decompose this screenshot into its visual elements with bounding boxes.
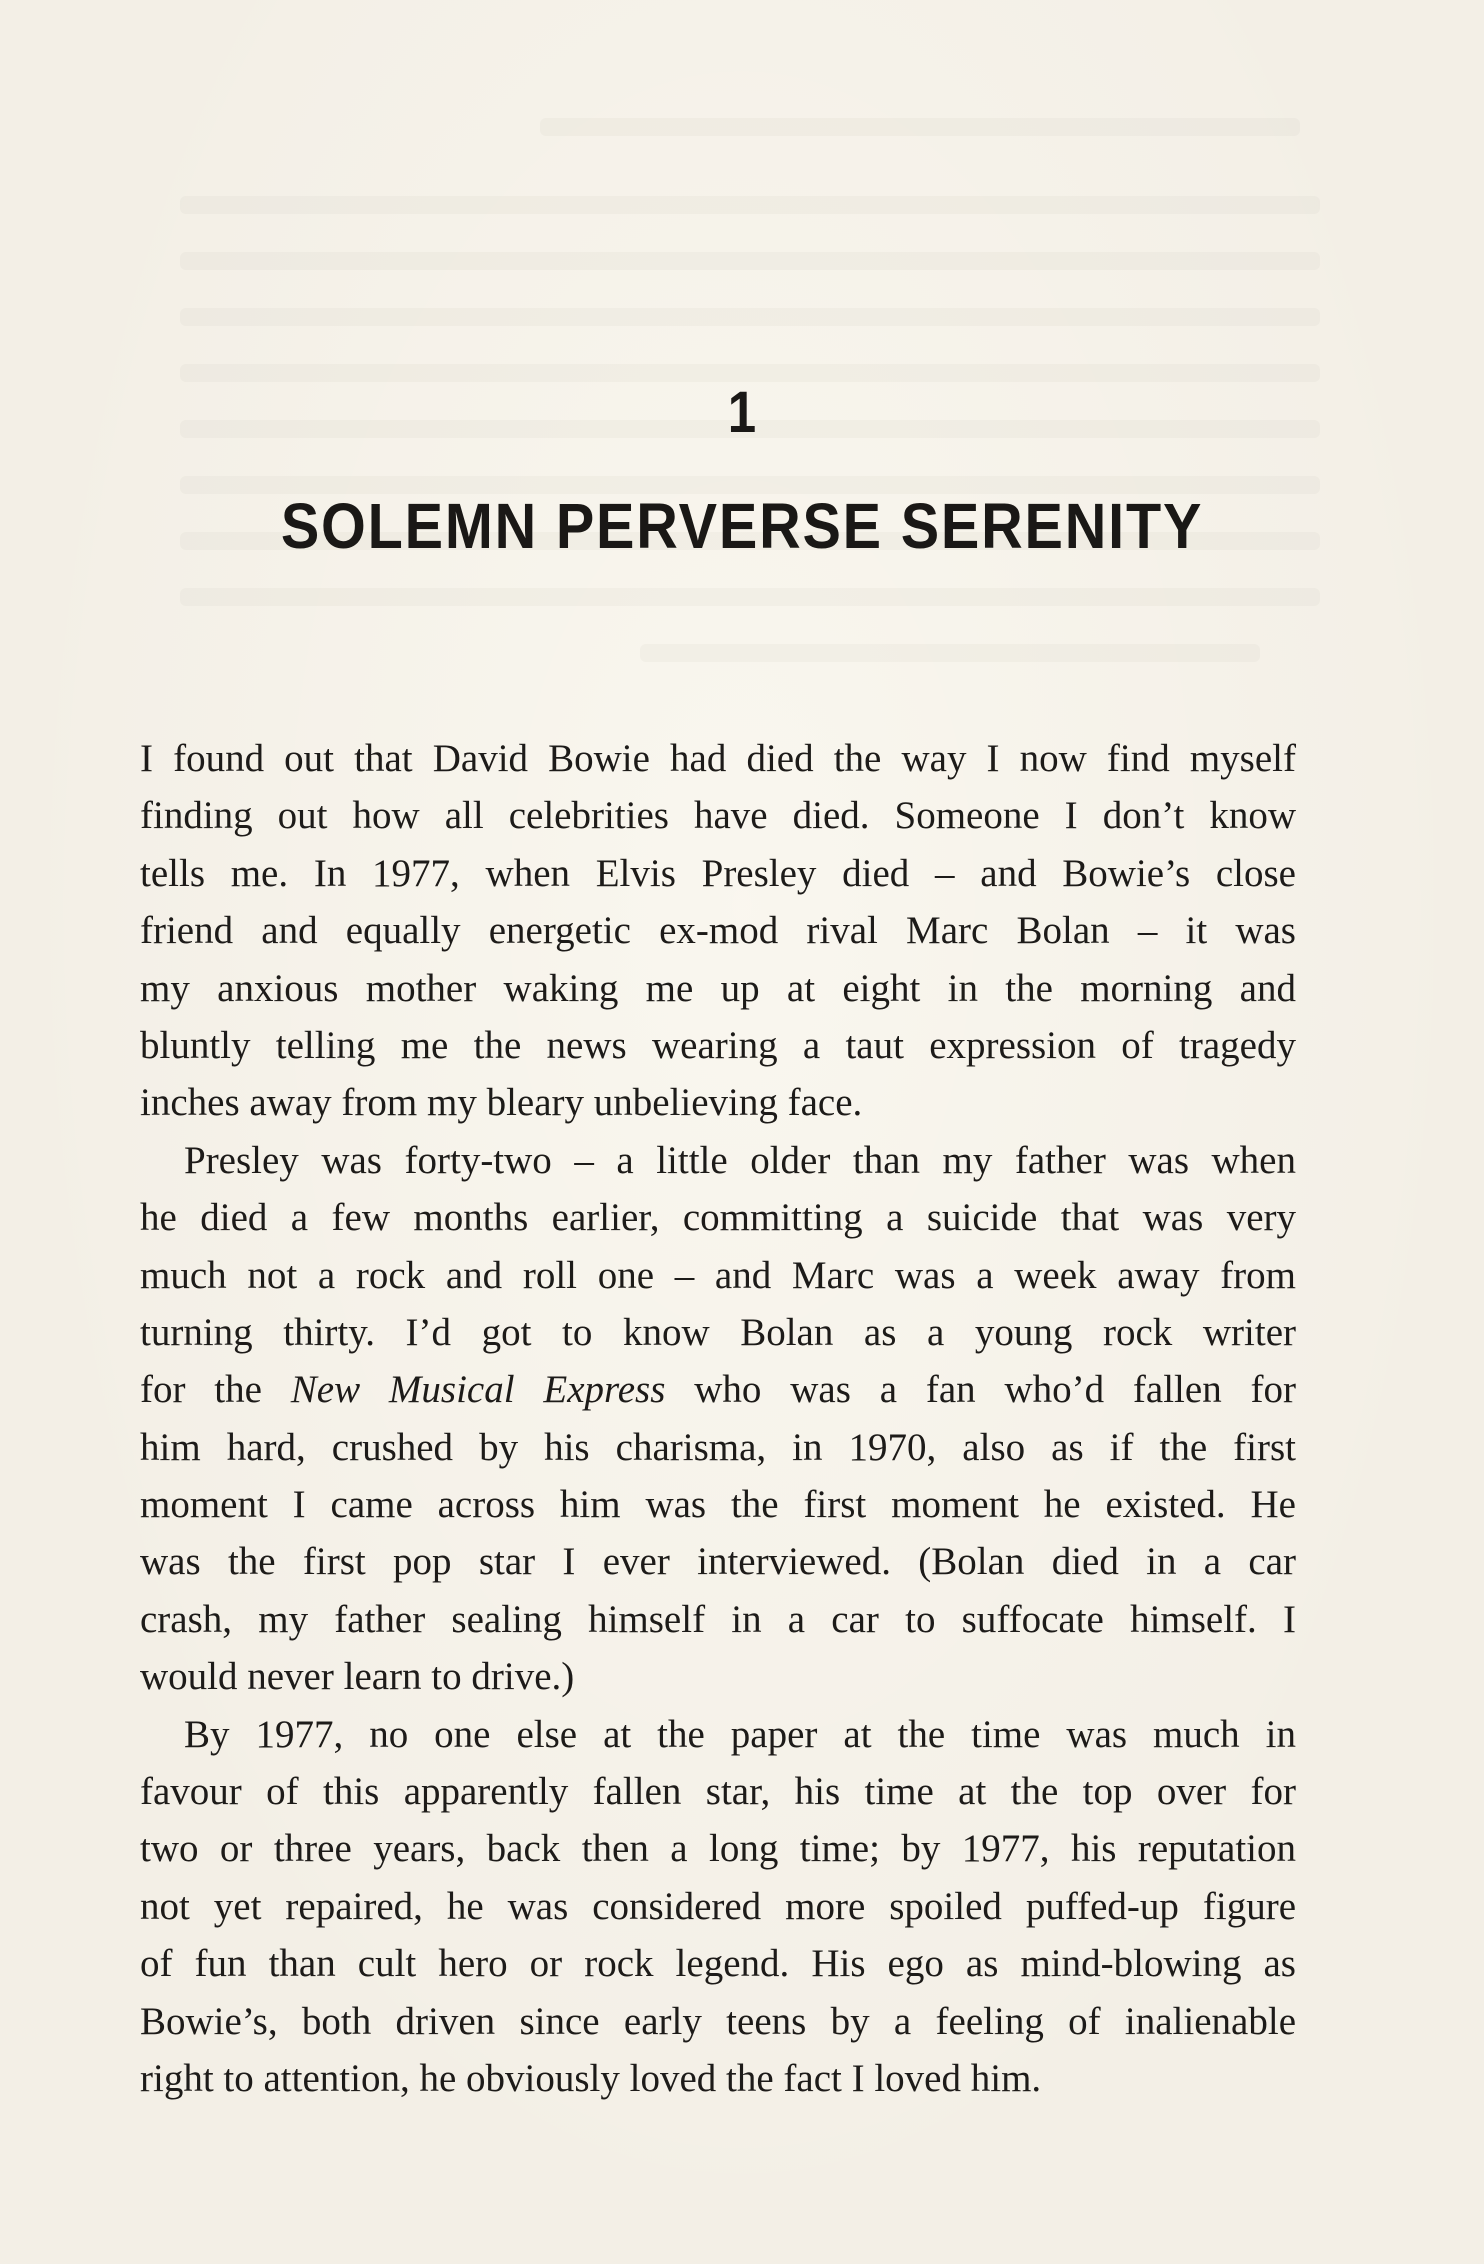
text-line: right to attention, he obviously loved the fact I loved him. xyxy=(140,2056,1042,2100)
chapter-title: SOLEMN PERVERSE SERENITY xyxy=(280,490,1204,562)
text-line: tells me. In 1977, when Elvis Presley died – and Bowie’s close xyxy=(140,851,1296,895)
text-line: he died a few months earlier, committing a suicide that was very xyxy=(140,1196,1296,1240)
text-line: inches away from my bleary unbelieving face. xyxy=(140,1081,863,1125)
text-line: friend and equally energetic ex-mod rival Marc Bolan – it was xyxy=(140,909,1296,953)
paragraph xyxy=(140,730,1296,1132)
text-line: my anxious mother waking me up at eight in the morning and xyxy=(140,966,1296,1010)
text-line: favour of this apparently fallen star, his time at the top over for xyxy=(140,1770,1296,1814)
text-line: finding out how all celebrities have died. Someone I don’t know xyxy=(140,794,1296,838)
italic-title: New Musical Express xyxy=(290,1368,666,1412)
text-line: much not a rock and roll one – and Marc was a week away from xyxy=(140,1253,1296,1297)
body-text xyxy=(140,730,1296,2107)
text-line: not yet repaired, he was considered more spoiled puffed-up figure xyxy=(140,1884,1296,1928)
show-through-line xyxy=(540,118,1300,136)
show-through-line xyxy=(180,588,1320,606)
paragraph xyxy=(140,1706,1296,2108)
text-line: Presley was forty-two – a little older than my father was when xyxy=(184,1138,1296,1182)
show-through-line xyxy=(180,308,1320,326)
paragraph xyxy=(140,1132,1296,1706)
text-line: turning thirty. I’d got to know Bolan as a young rock writer xyxy=(140,1310,1296,1354)
text-line: would never learn to drive.) xyxy=(140,1655,575,1699)
show-through-line xyxy=(180,196,1320,214)
text-line: bluntly telling me the news wearing a taut expression of tragedy xyxy=(140,1023,1296,1067)
text-line: was the first pop star I ever interviewed. (Bolan died in a car xyxy=(140,1540,1296,1584)
text-line: two or three years, back then a long time; by 1977, his reputation xyxy=(140,1827,1296,1871)
show-through-line xyxy=(640,644,1260,662)
text-line: By 1977, no one else at the paper at the time was much in xyxy=(184,1712,1296,1756)
text-line: I found out that David Bowie had died the way I now find myself xyxy=(140,737,1296,780)
show-through-line xyxy=(180,252,1320,270)
text-line: for the New Musical Express who was a fan who’d fallen for xyxy=(140,1368,1296,1412)
text-line: moment I came across him was the first moment he existed. He xyxy=(140,1483,1296,1527)
chapter-number: 1 xyxy=(727,380,757,445)
text-line: Bowie’s, both driven since early teens by a feeling of inalienable xyxy=(140,1999,1296,2043)
text-line: crash, my father sealing himself in a car to suffocate himself. I xyxy=(140,1597,1296,1641)
text-line: him hard, crushed by his charisma, in 1970, also as if the first xyxy=(140,1425,1296,1469)
text-line: of fun than cult hero or rock legend. His ego as mind-blowing as xyxy=(140,1942,1296,1986)
